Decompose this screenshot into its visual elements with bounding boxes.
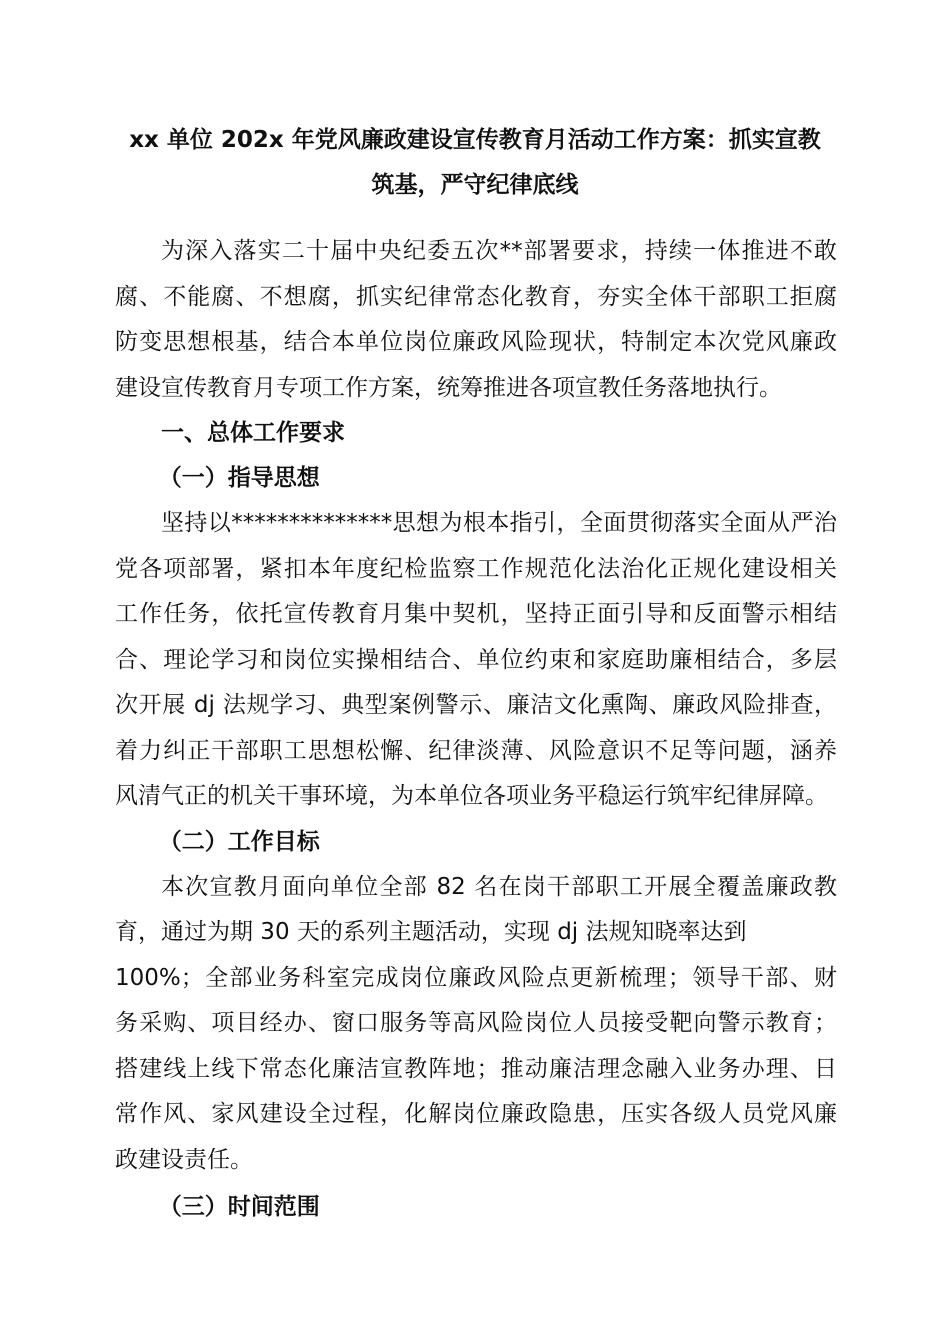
paragraph-line: 风清气正的机关干事环境，为本单位各项业务平稳运行筑牢纪律屏障。 — [115, 783, 828, 809]
title-line-1: xx 单位 202x 年党风廉政建设宣传教育月活动工作方案：抓实宣教 — [129, 127, 821, 153]
guiding-thought-paragraph — [115, 501, 837, 820]
subsection-heading: （一）指导思想 — [158, 465, 320, 491]
subsection-heading: （二）工作目标 — [158, 828, 320, 855]
intro-paragraph — [115, 229, 837, 411]
paragraph-line: 100%；全部业务科室完成岗位廉政风险点更新梳理；领导干部、财 — [115, 964, 837, 991]
document-title — [112, 118, 838, 208]
document-body — [115, 229, 837, 1230]
paragraph-line: 腐、不能腐、不想腐，抓实纪律常态化教育，夯实全体干部职工拒腐 — [115, 283, 837, 310]
paragraph-line: 防变思想根基，结合本单位岗位廉政风险现状，特制定本次党风廉政 — [115, 329, 837, 355]
paragraph-line: 党各项部署，紧扣本年度纪检监察工作规范化法治化正规化建设相关 — [115, 555, 837, 582]
paragraph-line: 为深入落实二十届中央纪委五次**部署要求，持续一体推进不敢 — [161, 238, 837, 264]
title-line-2: 筑基，严守纪律底线 — [371, 172, 579, 198]
paragraph-line: 政建设责任。 — [115, 1146, 253, 1173]
work-goal-paragraph — [115, 865, 837, 1184]
paragraph-line: 本次宣教月面向单位全部 82 名在岗干部职工开展全覆盖廉政教 — [161, 873, 837, 900]
paragraph-line: 合、理论学习和岗位实操相结合、单位约束和家庭助廉相结合，多层 — [115, 646, 837, 673]
paragraph-line: 育，通过为期 30 天的系列主题活动，实现 dj 法规知晓率达到 — [115, 919, 747, 945]
subsection-heading: （三）时间范围 — [158, 1194, 320, 1220]
paragraph-line: 坚持以**************思想为根本指引，全面贯彻落实全面从严治 — [161, 510, 837, 536]
paragraph-line: 常作风、家风建设全过程，化解岗位廉政隐患，压实各级人员党风廉 — [115, 1101, 837, 1127]
paragraph-line: 建设宣传教育月专项工作方案，统筹推进各项宣教任务落地执行。 — [115, 374, 782, 401]
paragraph-line: 次开展 dj 法规学习、典型案例警示、廉洁文化熏陶、廉政风险排查， — [115, 692, 837, 718]
paragraph-line: 务采购、项目经办、窗口服务等高风险岗位人员接受靶向警示教育； — [115, 1010, 837, 1036]
section-heading: 一、总体工作要求 — [161, 420, 345, 446]
paragraph-line: 工作任务，依托宣传教育月集中契机，坚持正面引导和反面警示相结 — [115, 601, 837, 627]
paragraph-line: 搭建线上线下常态化廉洁宣教阵地；推动廉洁理念融入业务办理、日 — [115, 1055, 837, 1082]
paragraph-line: 着力纠正干部职工思想松懈、纪律淡薄、风险意识不足等问题，涵养 — [115, 737, 837, 764]
